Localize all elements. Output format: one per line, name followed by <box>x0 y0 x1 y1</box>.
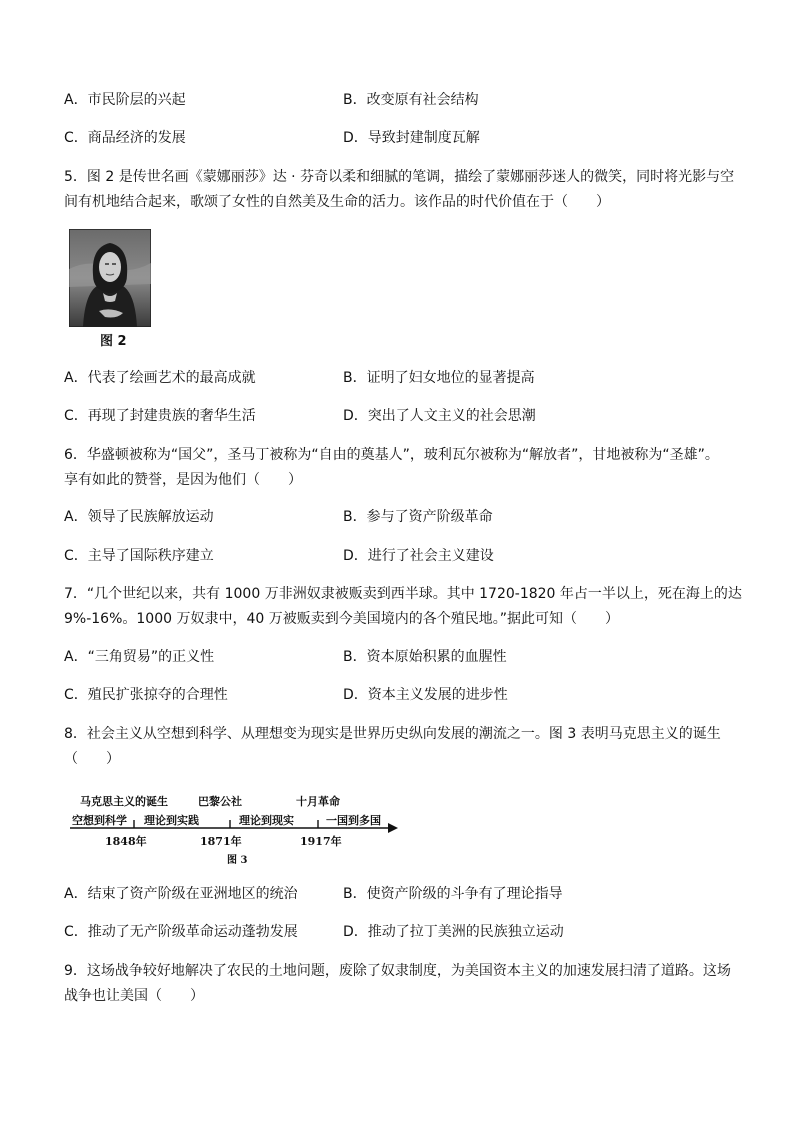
q6-stem-line-2: 享有如此的赞誉，是因为他们（ ） <box>64 472 302 488</box>
timeline-phase-3: 理论到现实 <box>239 814 294 827</box>
timeline-event-paris-commune: 巴黎公社 <box>198 795 242 808</box>
q6-option-d: D．进行了社会主义建设 <box>343 548 494 564</box>
q5-option-a: A．代表了绘画艺术的最高成就 <box>64 370 256 386</box>
q8-stem-line-1: 8．社会主义从空想到科学、从理想变为现实是世界历史纵向发展的潮流之一。图 3 表明马克思主义的诞生 <box>64 726 721 742</box>
q8-option-b: B．使资产阶级的斗争有了理论指导 <box>343 886 563 902</box>
figure-2-caption: 图 2 <box>100 334 127 349</box>
q7-option-c: C．殖民扩张掠夺的合理性 <box>64 687 228 703</box>
q9-stem-line-2: 战争也让美国（ ） <box>64 988 204 1004</box>
q8-option-d: D．推动了拉丁美洲的民族独立运动 <box>343 924 564 940</box>
timeline-year-1871: 1871年 <box>200 835 242 848</box>
timeline-phase-2: 理论到实践 <box>144 814 199 827</box>
q7-option-a: A．“三角贸易”的正义性 <box>64 649 215 665</box>
q4-option-d: D．导致封建制度瓦解 <box>343 130 480 146</box>
q8-option-a: A．结束了资产阶级在亚洲地区的统治 <box>64 886 298 902</box>
timeline-phase-4: 一国到多国 <box>326 814 381 827</box>
timeline-figure <box>64 790 404 865</box>
q4-option-c: C．商品经济的发展 <box>64 130 186 146</box>
timeline-year-1917: 1917年 <box>300 835 342 848</box>
q5-option-b: B．证明了妇女地位的显著提高 <box>343 370 535 386</box>
q5-stem-line-2: 间有机地结合起来，歌颂了女性的自然美及生命的活力。该作品的时代价值在于（ ） <box>64 194 610 210</box>
q6-option-b: B．参与了资产阶级革命 <box>343 509 493 525</box>
q8-stem-line-2: （ ） <box>64 751 120 767</box>
timeline-year-1848: 1848年 <box>105 835 147 848</box>
q4-option-a: A．市民阶层的兴起 <box>64 92 186 108</box>
timeline-phase-1: 空想到科学 <box>72 814 127 827</box>
q6-option-a: A．领导了民族解放运动 <box>64 509 214 525</box>
q5-option-d: D．突出了人文主义的社会思潮 <box>343 408 536 424</box>
q9-stem-line-1: 9．这场战争较好地解决了农民的土地问题，废除了奴隶制度，为美国资本主义的加速发展扫清了道路。这场 <box>64 963 731 979</box>
timeline-event-marxism: 马克思主义的诞生 <box>80 795 168 808</box>
q4-option-b: B．改变原有社会结构 <box>343 92 479 108</box>
q6-option-c: C．主导了国际秩序建立 <box>64 548 214 564</box>
mona-lisa-image <box>69 229 151 327</box>
q7-option-d: D．资本主义发展的进步性 <box>343 687 508 703</box>
q8-option-c: C．推动了无产阶级革命运动蓬勃发展 <box>64 924 298 940</box>
q7-option-b: B．资本原始积累的血腥性 <box>343 649 507 665</box>
timeline-event-october-revolution: 十月革命 <box>296 795 340 808</box>
q7-stem-line-2: 9%-16%。1000 万奴隶中，40 万被贩卖到今美国境内的各个殖民地。”据此可知（ ） <box>64 611 619 627</box>
q6-stem-line-1: 6．华盛顿被称为“国父”，圣马丁被称为“自由的奠基人”，玻利瓦尔被称为“解放者”，甘地被称为“圣雄”。 <box>64 447 719 463</box>
q7-stem-line-1: 7．“几个世纪以来，共有 1000 万非洲奴隶被贩卖到西半球。其中 1720-1820 年占一半以上，死在海上的达 <box>64 586 742 602</box>
figure-3-caption: 图 3 <box>227 855 248 866</box>
q5-option-c: C．再现了封建贵族的奢华生活 <box>64 408 256 424</box>
q5-stem-line-1: 5．图 2 是传世名画《蒙娜丽莎》达 · 芬奇以柔和细腻的笔调，描绘了蒙娜丽莎迷人的微笑，同时将光影与空 <box>64 169 735 185</box>
